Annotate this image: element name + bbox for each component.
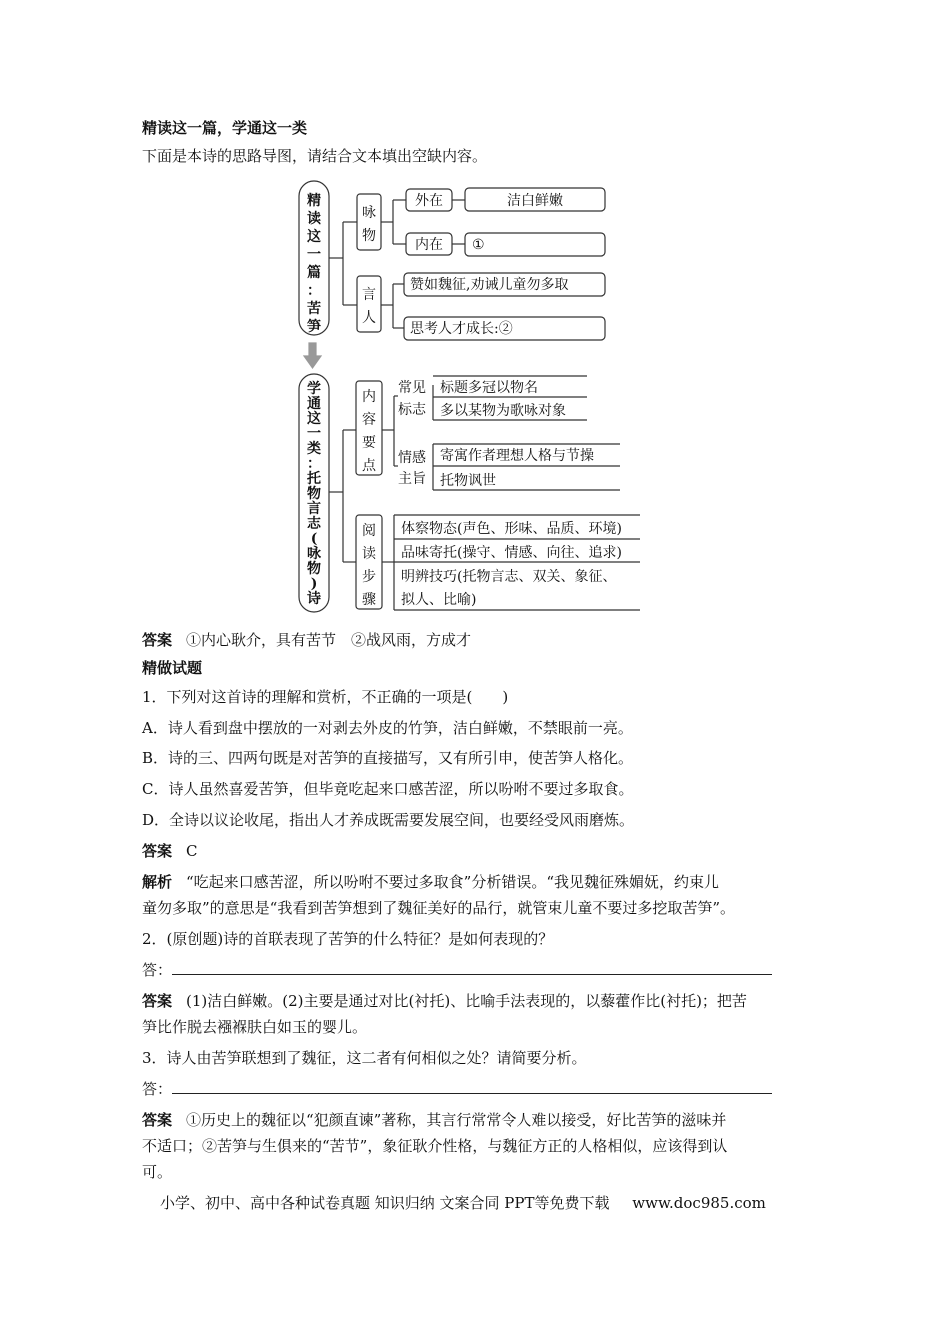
yueduText-char: 步 xyxy=(362,569,376,585)
neirongText-char: 点 xyxy=(362,458,376,474)
yongwuText-char: 物 xyxy=(362,228,376,244)
yongwuText-char: 咏 xyxy=(362,205,376,221)
qinggan-item-1: 寄寓作者理想人格与节操 xyxy=(440,448,594,464)
bottomRootText-char: 一 xyxy=(307,426,321,442)
q3-answer-3: 可。 xyxy=(142,1163,173,1181)
bottomRootText-char: 咏 xyxy=(307,546,321,562)
q1-option-b: B．诗的三、四两句既是对苦笋的直接描写，又有所引申，使苦笋人格化。 xyxy=(142,749,634,767)
topRootText-char: 这 xyxy=(307,229,321,245)
q3-stem: 3．诗人由苦笋联想到了魏征，这二者有何相似之处？请简要分析。 xyxy=(142,1049,587,1067)
q1-option-c: C．诗人虽然喜爱苦笋，但毕竟吃起来口感苦涩，所以吩咐不要过多取食。 xyxy=(142,780,634,798)
bottomRootText-char: 通 xyxy=(307,396,321,412)
waizai-label: 外在 xyxy=(415,193,443,209)
bottomRootText-char: 托 xyxy=(307,471,321,487)
neirong-label xyxy=(362,388,377,474)
yuedu-label xyxy=(362,523,376,608)
yongwu-label xyxy=(362,205,376,244)
bottomRootText-char: ) xyxy=(310,576,318,592)
q1-option-a: A．诗人看到盘中摆放的一对剥去外皮的竹笋，洁白鲜嫩，不禁眼前一亮。 xyxy=(142,719,633,737)
changjian-label-2: 标志 xyxy=(398,402,426,418)
q3-answer-label: 答案 xyxy=(142,1111,173,1129)
answer-text: ①内心耿介，具有苦节 ②战风雨，方成才 xyxy=(186,631,472,649)
q1-answer xyxy=(142,841,198,861)
q2-answer-2: 笋比作脱去襁褓肤白如玉的婴儿。 xyxy=(142,1018,368,1036)
yuedu-item-2: 品味寄托(操守、情感、向往、追求) xyxy=(401,545,622,561)
section-2-title: 精做试题 xyxy=(142,659,203,677)
q1-analysis-label: 解析 xyxy=(142,873,173,891)
topRootText-char: 苦 xyxy=(307,301,321,317)
q2-answer-1 xyxy=(142,991,747,1011)
q2-answer-prompt: 答： xyxy=(142,961,173,979)
q1-analysis-line-2: 童勿多取”的意思是“我看到苦笋想到了魏征美好的品行，就管束儿童不要过多挖取苦笋”。 xyxy=(142,899,736,917)
topRootText-char: 一 xyxy=(307,247,321,263)
down-arrow xyxy=(304,343,321,368)
bottomRootText-char: 志 xyxy=(307,516,321,532)
yanren-item-2: 思考人才成长:② xyxy=(410,321,513,337)
section-title: 精读这一篇，学通这一类 xyxy=(142,119,308,137)
changjian-item-2: 多以某物为歌咏对象 xyxy=(440,403,566,419)
yueduText-char: 骤 xyxy=(362,592,376,608)
bottomRootText-char: 类 xyxy=(307,441,321,457)
q3-answer-blank[interactable] xyxy=(172,1079,772,1094)
yuedu-item-1: 体察物态(声色、形味、品质、环境) xyxy=(401,521,622,537)
bottomRootText-char: 学 xyxy=(307,381,321,397)
neizai-value-box xyxy=(465,233,605,256)
q3-answer-prompt: 答： xyxy=(142,1080,173,1098)
q3-answer-line xyxy=(142,1079,772,1099)
topRootText-char: 读 xyxy=(307,211,321,227)
bottom-root-label xyxy=(306,380,322,607)
instruction-text: 下面是本诗的思路导图，请结合文本填出空缺内容。 xyxy=(142,147,488,165)
q3-answer-1 xyxy=(142,1110,726,1130)
q1-option-d: D．全诗以议论收尾，指出人才养成既需要发展空间，也要经受风雨磨炼。 xyxy=(142,811,635,829)
q1-analysis-text-1: “吃起来口感苦涩，所以吩咐不要过多取食”分析错误。“我见魏征殊媚妩，约束儿 xyxy=(186,873,720,891)
answer-1 xyxy=(142,630,471,650)
q3-answer-2: 不适口；②苦笋与生俱来的“苦节”，象征耿介性格，与魏征方正的人格相似，应该得到认 xyxy=(142,1137,728,1155)
topRootText-char: 笋 xyxy=(307,319,321,335)
neizai-label: 内在 xyxy=(415,237,443,253)
bottomRootText-char: ： xyxy=(307,456,321,472)
yuedu-item-3a: 明辨技巧(托物言志、双关、象征、 xyxy=(401,569,617,585)
q2-answer-blank[interactable] xyxy=(172,960,772,975)
answer-label: 答案 xyxy=(142,631,173,649)
footer-text: 小学、初中、高中各种试卷真题 知识归纳 文案合同 PPT等免费下载 xyxy=(160,1194,610,1212)
neizai-value: ① xyxy=(472,237,485,253)
topRootText-char: 精 xyxy=(307,193,321,209)
neirongText-char: 内 xyxy=(362,389,376,405)
yuedu-item-3b: 拟人、比喻) xyxy=(401,592,477,608)
q1-stem: 1．下列对这首诗的理解和赏析，不正确的一项是( ) xyxy=(142,688,509,706)
yanren-item-1: 赞如魏征,劝诫儿童勿多取 xyxy=(410,277,569,293)
footer xyxy=(160,1192,766,1213)
yanrenText-char: 人 xyxy=(362,310,376,326)
qinggan-label-1: 情感 xyxy=(398,450,426,466)
bottomRootText-char: ( xyxy=(310,531,318,547)
yanrenText-char: 言 xyxy=(362,287,376,303)
q1-analysis-line-1 xyxy=(142,872,719,892)
yueduText-char: 读 xyxy=(362,546,376,562)
bottomRootText-char: 物 xyxy=(307,486,321,502)
q2-answer-line xyxy=(142,960,772,980)
q1-answer-label: 答案 xyxy=(142,842,173,860)
bottomRootText-char: 物 xyxy=(307,561,321,577)
q3-answer-text-1: ①历史上的魏征以“犯颜直谏”著称，其言行常常令人难以接受，好比苦笋的滋味并 xyxy=(186,1111,727,1129)
neirongText-char: 要 xyxy=(362,435,376,451)
bottomRootText-char: 这 xyxy=(307,411,321,427)
waizai-value: 洁白鲜嫩 xyxy=(507,193,563,209)
mind-map-diagram xyxy=(0,0,950,630)
neirongText-char: 容 xyxy=(362,412,376,428)
qinggan-item-2: 托物讽世 xyxy=(440,473,496,489)
changjian-item-1: 标题多冠以物名 xyxy=(440,380,538,396)
q2-answer-label: 答案 xyxy=(142,992,173,1010)
changjian-label-1: 常见 xyxy=(398,380,426,396)
bottomRootText-char: 言 xyxy=(307,501,321,517)
footer-url[interactable]: www.doc985.com xyxy=(632,1194,766,1212)
q1-answer-value: C xyxy=(186,842,198,860)
qinggan-label-2: 主旨 xyxy=(398,471,426,487)
yueduText-char: 阅 xyxy=(362,523,376,539)
yanren-label xyxy=(362,287,376,326)
topRootText-char: ： xyxy=(307,283,321,299)
bottomRootText-char: 诗 xyxy=(307,591,321,607)
topRootText-char: 篇 xyxy=(307,265,321,281)
q2-answer-text-1: (1)洁白鲜嫩。(2)主要是通过对比(衬托)、比喻手法表现的，以藜藿作比(衬托)；把苦 xyxy=(186,992,747,1010)
q2-stem: 2．(原创题)诗的首联表现了苦笋的什么特征？是如何表现的？ xyxy=(142,930,554,948)
top-root-label xyxy=(307,192,321,335)
